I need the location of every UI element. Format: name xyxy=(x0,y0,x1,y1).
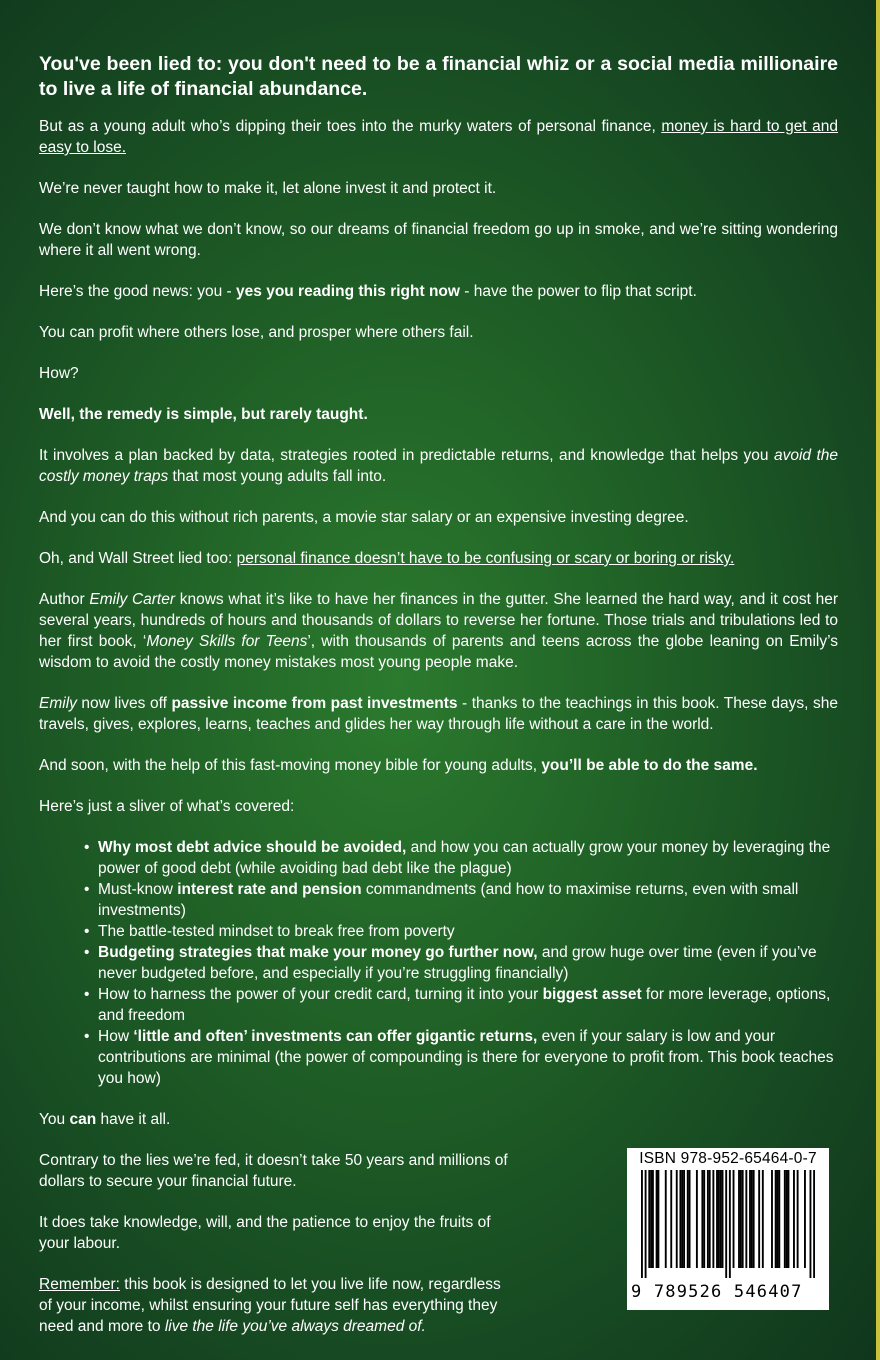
paragraph: And you can do this without rich parents, a movie star salary or an expensive investing degree. xyxy=(39,509,689,526)
barcode-bar xyxy=(650,1170,652,1268)
paragraph-bold: Well, the remedy is simple, but rarely taught. xyxy=(39,406,368,423)
barcode-bar xyxy=(645,1170,647,1278)
paragraph-passive-income: Emily now lives off passive income from past investments - thanks to the teachings in this book. These days, she travels, gives, explores, learns, teaches and glides her way through life without a care in the world. xyxy=(39,695,838,733)
barcode-bar xyxy=(689,1170,691,1268)
isbn-barcode xyxy=(627,1148,829,1310)
barcode-bar xyxy=(753,1170,755,1268)
barcode-bar xyxy=(740,1170,742,1268)
barcode-bar xyxy=(709,1170,711,1268)
barcode-bar xyxy=(657,1170,659,1268)
barcode-bar xyxy=(784,1170,786,1268)
barcode-bar xyxy=(696,1170,698,1268)
barcode-bar xyxy=(813,1170,815,1278)
barcode-bar xyxy=(681,1170,683,1268)
paragraph-same: And soon, with the help of this fast-moving money bible for young adults, you’ll be able to do the same. xyxy=(39,757,758,774)
barcode-bar xyxy=(749,1170,751,1268)
list-item: • Why most debt advice should be avoided, and how you can actually grow your money by leveraging the power of good debt (while avoiding bad debt like the plague) xyxy=(98,837,838,879)
barcode-bar xyxy=(720,1170,722,1268)
barcode-bar xyxy=(687,1170,689,1268)
barcode-bar xyxy=(701,1170,703,1268)
barcode-bar xyxy=(676,1170,678,1268)
list-item: • The battle-tested mindset to break free from poverty xyxy=(98,921,838,942)
barcode-bar xyxy=(778,1170,780,1268)
list-item: • How to harness the power of your credit card, turning it into your biggest asset for more leverage, options, and freedom xyxy=(98,984,838,1026)
barcode-bar xyxy=(722,1170,724,1268)
barcode-bar xyxy=(679,1170,681,1268)
barcode-bar xyxy=(771,1170,773,1268)
paragraph: We don’t know what we don’t know, so our dreams of financial freedom go up in smoke, and we’re sitting wondering where it all went wrong. xyxy=(39,221,838,259)
list-item: • Budgeting strategies that make your money go further now, and grow huge over time (even if you’ve never budgeted before, and especially if you’re struggling financially) xyxy=(98,942,838,984)
barcode-bar xyxy=(656,1170,658,1268)
barcode-bar xyxy=(775,1170,777,1268)
paragraph: Contrary to the lies we’re fed, it doesn’t take 50 years and millions of dollars to secure your financial future. xyxy=(39,1152,508,1190)
barcode-bar xyxy=(725,1170,727,1278)
spine-edge xyxy=(876,0,880,1360)
paragraph-intro: But as a young adult who’s dipping their toes into the murky waters of personal finance, money is hard to get and easy to lose. xyxy=(39,118,839,156)
barcode-bar xyxy=(683,1170,685,1268)
barcode-bar xyxy=(745,1170,747,1268)
barcode-bar xyxy=(670,1170,672,1268)
closing-text xyxy=(39,1150,510,1337)
paragraph: How? xyxy=(39,365,79,382)
paragraph-plan: It involves a plan backed by data, strategies rooted in predictable returns, and knowledge that helps you avoid the costly money traps that most young adults fall into. xyxy=(39,447,838,485)
list-item: • How ‘little and often’ investments can offer gigantic returns, even if your salary is low and your contributions are minimal (the power of compounding is there for everyone to profit from. This book teaches you how) xyxy=(98,1026,838,1089)
paragraph-wall-street: Oh, and Wall Street lied too: personal finance doesn’t have to be confusing or scary or boring or risky. xyxy=(39,550,735,567)
barcode-bar xyxy=(729,1170,731,1278)
underlined-phrase: money is hard to get and easy to lose. xyxy=(39,118,839,156)
covered-list xyxy=(39,837,838,1089)
paragraph-good-news: Here’s the good news: you - yes you reading this right now - have the power to flip that script. xyxy=(39,283,697,300)
isbn-digits: 9 789526 546407 xyxy=(631,1282,803,1302)
barcode-bar xyxy=(703,1170,705,1268)
paragraph-have-it-all: You can have it all. xyxy=(39,1111,171,1128)
barcode-bar xyxy=(751,1170,753,1268)
paragraph: We’re never taught how to make it, let alone invest it and protect it. xyxy=(39,180,497,197)
paragraph: You can profit where others lose, and prosper where others fail. xyxy=(39,324,474,341)
isbn-label: ISBN 978-952-65464-0-7 xyxy=(639,1150,817,1167)
barcode-bar xyxy=(804,1170,806,1268)
paragraph: It does take knowledge, will, and the patience to enjoy the fruits of your labour. xyxy=(39,1214,491,1252)
author-name: Emily Carter xyxy=(89,591,176,608)
barcode-bars xyxy=(641,1170,815,1278)
barcode-bar xyxy=(733,1170,735,1268)
underlined-phrase: personal finance doesn’t have to be confusing or scary or boring or risky. xyxy=(236,550,735,567)
barcode-bar xyxy=(738,1170,740,1268)
barcode-bar xyxy=(742,1170,744,1268)
barcode-bar xyxy=(716,1170,718,1268)
headline: You've been lied to: you don't need to be a financial whiz or a social media millionaire to live a life of financial abundance. xyxy=(39,53,838,100)
barcode-bar xyxy=(797,1170,799,1268)
barcode-bar xyxy=(707,1170,709,1268)
paragraph: Here’s just a sliver of what’s covered: xyxy=(39,798,295,815)
barcode-bar xyxy=(712,1170,714,1268)
paragraph-author: Author Emily Carter knows what it’s like to have her finances in the gutter. She learned the hard way, and it cost her several years, hundreds of hours and thousands of dollars to reverse her fortune. Those trials and tribulations led to her first book, ‘Money Skills for Teens’, with thousands of parents and teens across the globe leaning on Emily’s wisdom to avoid the costly money mistakes most young people make. xyxy=(39,591,839,671)
barcode-bar xyxy=(810,1170,812,1278)
barcode-bar xyxy=(652,1170,654,1268)
barcode-bar xyxy=(777,1170,779,1268)
barcode-bar xyxy=(758,1170,760,1268)
book-title: Money Skills for Teens xyxy=(146,633,308,650)
paragraph-remember: Remember: this book is designed to let you live life now, regardless of your income, whilst ensuring your future self has everything they need and more to live the life you’ve always dreamed of. xyxy=(39,1276,501,1335)
barcode-bar xyxy=(718,1170,720,1268)
barcode-bar xyxy=(788,1170,790,1268)
barcode-bar xyxy=(762,1170,764,1268)
barcode-bar xyxy=(641,1170,643,1278)
barcode-bar xyxy=(793,1170,795,1268)
barcode-bar xyxy=(648,1170,650,1268)
barcode-bar xyxy=(665,1170,667,1268)
barcode-bar xyxy=(786,1170,788,1268)
list-item: • Must-know interest rate and pension commandments (and how to maximise returns, even with small investments) xyxy=(98,879,838,921)
